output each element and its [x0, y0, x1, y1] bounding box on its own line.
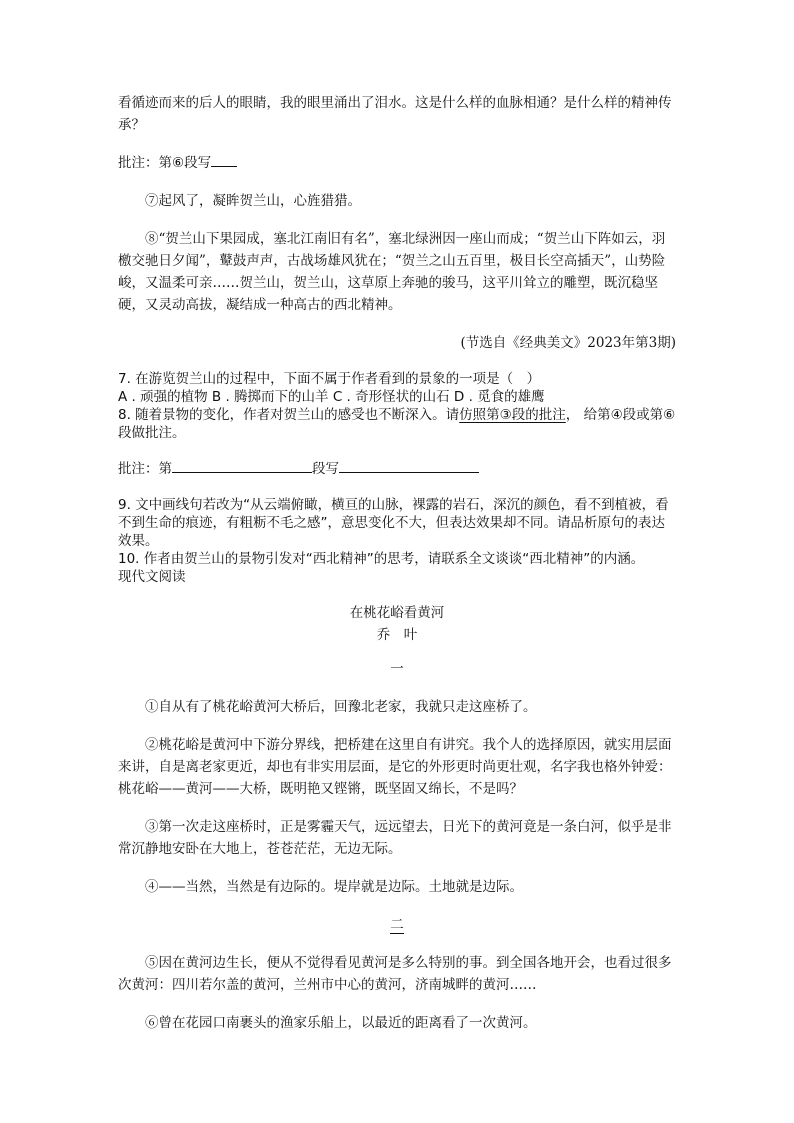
annotation-label-a: 批注：第 [118, 461, 172, 477]
question-8-text-b: ， 给第④段或第⑥段做批注。 [118, 407, 676, 441]
document-page [118, 92, 676, 1034]
answer-blank-1[interactable] [172, 458, 312, 473]
question-10: 10. 作者由贺兰山的景物引发对“西北精神”的思考，请联系全文谈谈“西北精神”的内涵。 [118, 551, 645, 567]
section-heading: 现代文阅读 [118, 569, 186, 585]
question-8 [118, 406, 676, 442]
annotation-label: 批注：第⑥段写 [118, 155, 212, 171]
question-7-options: A . 顽强的植物 B . 腾掷而下的山羊 C . 奇形怪状的山石 D . 觅食的雄鹰 [118, 389, 545, 405]
article-paragraph-4: ④——当然，当然是有边际的。堤岸就是边际。土地就是边际。 [145, 879, 523, 895]
article-author: 乔 叶 [376, 627, 418, 643]
annotation-line-1 [118, 152, 676, 174]
question-8-text-a: 8. 随着景物的变化，作者对贺兰山的感受也不断深入。请 [118, 407, 460, 423]
article-paragraph-1: ①自从有了桃花峪黄河大桥后，回豫北老家，我就只走这座桥了。 [145, 699, 537, 715]
article-paragraph-2: ②桃花峪是黄河中下游分界线，把桥建在这里自有讲究。我个人的选择原因，就实用层面来讲，自是离老家更近，却也有非实用层面，是它的外形更时尚更壮观，名字我也格外钟爱：桃花峪——黄河——大桥，既明艳又铿锵，既坚固又绵长，不是吗？ [118, 737, 672, 797]
article-paragraph-5: ⑤因在黄河边生长，便从不觉得看见黄河是多么特别的事。到全国各地开会，也看过很多次黄河：四川若尔盖的黄河，兰州市中心的黄河，济南城畔的黄河…… [118, 955, 672, 993]
paragraph-8: ⑧“贺兰山下果园成，塞北江南旧有名”，塞北绿洲因一座山而成；“贺兰山下阵如云，羽檄交驰日夕闻”，鼙鼓声声，古战场雄风犹在；“贺兰之山五百里，极目长空高插天”，山势险峻，又温柔可亲……贺兰山，贺兰山，这草原上奔驰的骏马，这平川耸立的雕塑，既沉稳坚硬，又灵动高拔，凝结成一种高古的西北精神。 [118, 231, 666, 313]
passage1-paragraph-tail: 看循迹而来的后人的眼睛，我的眼里涌出了泪水。这是什么样的血脉相通？是什么样的精神传承？ [118, 95, 672, 133]
annotation-label-b: 段写 [312, 461, 339, 477]
part-marker-1-text: 一 [390, 661, 404, 677]
question-9: 9. 文中画线句若改为“从云端俯瞰，横亘的山脉，裸露的岩石，深沉的颜色，看不到植被，看不到生命的痕迹，有粗粝不毛之感”，意思变化不大，但表达效果却不同。请品析原句的表达效果。 [118, 497, 669, 549]
article-title: 在桃花峪看黄河 [349, 605, 445, 621]
part-marker-2 [118, 914, 676, 936]
question-7: 7. 在游览贺兰山的过程中，下面不属于作者看到的景象的一项是（ ） [118, 371, 541, 387]
part-marker-1 [118, 658, 676, 680]
article-paragraph-6: ⑥曾在花园口南裹头的渔家乐船上，以最近的距离看了一次黄河。 [145, 1015, 537, 1031]
source-citation: (节选自《经典美文》2023年第3期) [460, 335, 676, 351]
annotation-line-2 [118, 458, 676, 480]
article-paragraph-3: ③第一次走这座桥时，正是雾霾天气，远远望去，日光下的黄河竟是一条白河，似乎是非常沉静地安卧在大地上，苍苍茫茫，无边无际。 [118, 819, 672, 857]
part-marker-2-text: 二 [390, 917, 404, 933]
answer-blank-2[interactable] [339, 458, 479, 473]
question-8-underlined: 仿照第③段的批注 [459, 407, 566, 423]
answer-blank[interactable] [211, 152, 237, 167]
paragraph-7: ⑦起风了，凝眸贺兰山，心旌猎猎。 [145, 193, 361, 209]
